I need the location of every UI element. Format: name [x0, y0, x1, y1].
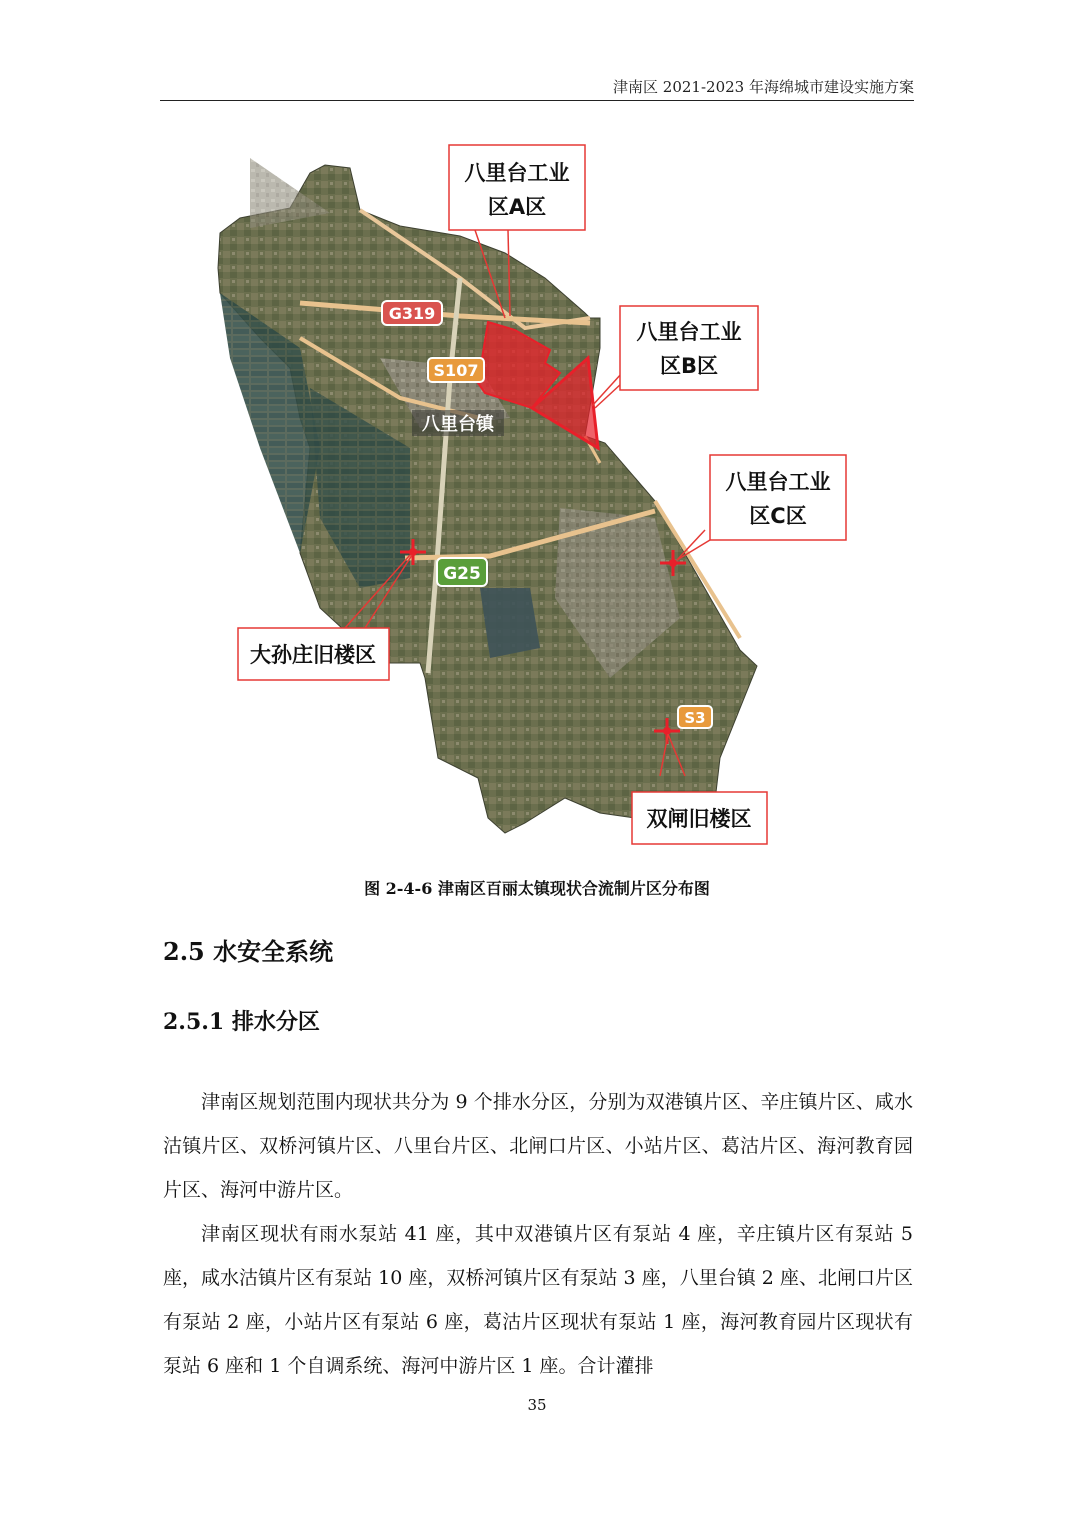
svg-text:S3: S3 [684, 709, 706, 727]
zone-b-callout [620, 306, 758, 390]
svg-text:G25: G25 [443, 564, 481, 584]
svg-text:八里台工业: 八里台工业 [464, 161, 570, 185]
svg-text:G319: G319 [388, 304, 436, 323]
district-map-figure [160, 118, 914, 863]
paragraph: 津南区现状有雨水泵站 41 座，其中双港镇片区有泵站 4 座，辛庄镇片区有泵站 5 座，咸水沽镇片区有泵站 10 座，双桥河镇片区有泵站 3 座，八里台镇 2 座、北闸口片区有泵站 2 座，小站片区有泵站 6 座，葛沽片区现状有泵站 1 座，海河教育园片区现状有泵站 6 座和 1 个自调系统、海河中游片区 1 座。合计灌排 [163, 1223, 913, 1377]
svg-text:区A区: 区A区 [487, 195, 547, 219]
s-road-shield [678, 706, 712, 728]
shuangzha-callout [632, 792, 767, 844]
svg-text:S107: S107 [433, 361, 479, 380]
town-label [412, 410, 504, 436]
g25-shield [437, 558, 487, 586]
svg-text:八里台工业: 八里台工业 [725, 470, 831, 494]
section-heading: 2.5 水安全系统 [163, 937, 334, 966]
page-header [160, 76, 914, 101]
paragraph: 津南区规划范围内现状共分为 9 个排水分区，分别为双港镇片区、辛庄镇片区、咸水沽镇片区、双桥河镇片区、八里台片区、北闸口片区、小站片区、葛沽片区、海河教育园片区、海河中游片区。 [163, 1091, 913, 1201]
svg-text:大孙庄旧楼区: 大孙庄旧楼区 [250, 643, 376, 667]
figure-caption: 图 2-4-6 津南区百丽太镇现状合流制片区分布图 [364, 879, 710, 898]
district-map [160, 118, 914, 863]
svg-text:双闸旧楼区: 双闸旧楼区 [646, 807, 752, 831]
g319-shield [382, 301, 442, 325]
svg-text:八里台镇: 八里台镇 [422, 414, 494, 435]
svg-text:区C区: 区C区 [749, 504, 807, 528]
subsection-heading: 2.5.1 排水分区 [163, 1009, 320, 1035]
svg-text:八里台工业: 八里台工业 [636, 320, 742, 344]
zone-a-callout [449, 145, 585, 230]
zone-c-callout [710, 455, 846, 540]
dasunzhuang-callout [238, 628, 389, 680]
header-title: 津南区 2021-2023 年海绵城市建设实施方案 [613, 78, 914, 96]
page-number: 35 [527, 1396, 547, 1414]
s107-shield [428, 358, 484, 382]
svg-text:区B区: 区B区 [659, 354, 719, 378]
